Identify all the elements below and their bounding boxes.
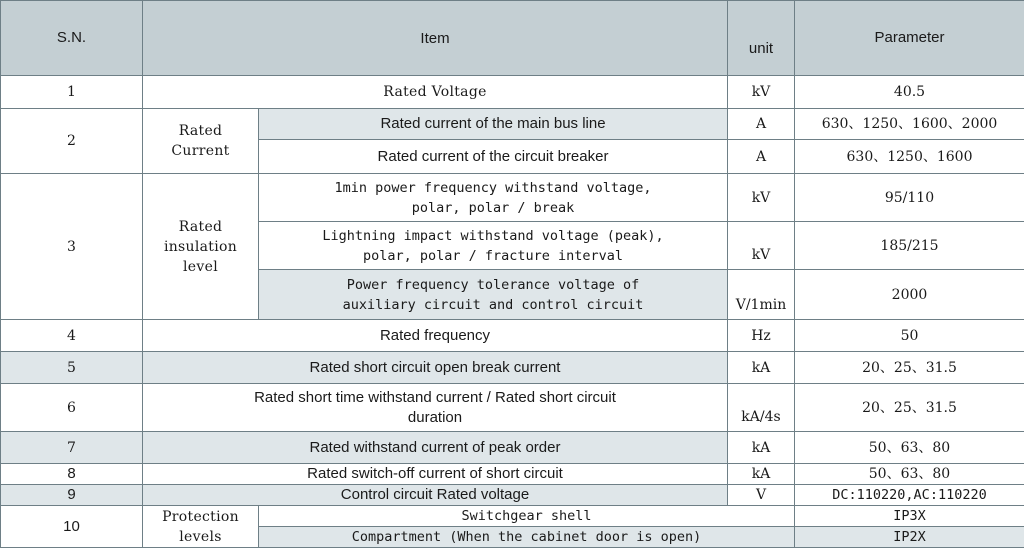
table-row	[1, 464, 1024, 485]
unit-cell: kV	[728, 222, 795, 270]
item-cell: Rated switch-off current of short circuit	[143, 464, 728, 485]
table-row	[1, 174, 1024, 222]
item-cell: Rated Voltage	[143, 76, 728, 109]
sn-cell: 4	[1, 320, 143, 352]
table-row	[1, 352, 1024, 384]
parameter-cell: 2000	[795, 270, 1024, 320]
sn-cell: 10	[1, 506, 143, 548]
parameter-cell: 95/110	[795, 174, 1024, 222]
unit-cell: A	[728, 140, 795, 174]
parameter-cell: 185/215	[795, 222, 1024, 270]
parameter-cell: 40.5	[795, 76, 1024, 109]
item-cell: Rated withstand current of peak order	[143, 432, 728, 464]
header-row	[1, 1, 1024, 76]
unit-cell: Hz	[728, 320, 795, 352]
item-cell: Power frequency tolerance voltage of auxiliary circuit and control circuit	[259, 270, 728, 320]
item-cell: Rated frequency	[143, 320, 728, 352]
parameter-cell: 20、25、31.5	[795, 352, 1024, 384]
unit-cell: kV	[728, 76, 795, 109]
item-cell: Rated current of the circuit breaker	[259, 140, 728, 174]
group-cell: Rated insulation level	[143, 174, 259, 320]
sn-cell: 2	[1, 109, 143, 174]
unit-cell: kA/4s	[728, 384, 795, 432]
item-cell: 1min power frequency withstand voltage, polar, polar / break	[259, 174, 728, 222]
parameter-cell: IP3X	[795, 506, 1024, 527]
group-cell: Rated Current	[143, 109, 259, 174]
unit-cell: kA	[728, 464, 795, 485]
parameter-cell: DC:110220,AC:110220	[795, 485, 1024, 506]
parameter-cell: IP2X	[795, 527, 1024, 548]
item-cell: Rated current of the main bus line	[259, 109, 728, 140]
sn-cell: 8	[1, 464, 143, 485]
item-cell: Switchgear shell	[259, 506, 795, 527]
parameter-cell: 630、1250、1600、2000	[795, 109, 1024, 140]
unit-cell: kA	[728, 352, 795, 384]
table-row	[1, 384, 1024, 432]
sn-cell: 5	[1, 352, 143, 384]
item-cell: Rated short time withstand current / Rated short circuit duration	[143, 384, 728, 432]
unit-cell: V	[728, 485, 795, 506]
table-row	[1, 320, 1024, 352]
table-row	[1, 76, 1024, 109]
table-row	[1, 109, 1024, 140]
parameter-cell: 630、1250、1600	[795, 140, 1024, 174]
header-sn: S.N.	[1, 1, 143, 76]
sn-cell: 1	[1, 76, 143, 109]
parameter-cell: 20、25、31.5	[795, 384, 1024, 432]
unit-cell: kV	[728, 174, 795, 222]
item-cell: Compartment (When the cabinet door is open)	[259, 527, 795, 548]
item-cell: Control circuit Rated voltage	[143, 485, 728, 506]
unit-cell: A	[728, 109, 795, 140]
sn-cell: 9	[1, 485, 143, 506]
unit-cell: V/1min	[728, 270, 795, 320]
parameter-cell: 50、63、80	[795, 432, 1024, 464]
header-unit: unit	[728, 1, 795, 76]
parameter-cell: 50、63、80	[795, 464, 1024, 485]
table-row	[1, 485, 1024, 506]
sn-cell: 7	[1, 432, 143, 464]
unit-cell: kA	[728, 432, 795, 464]
header-parameter: Parameter	[795, 1, 1024, 76]
sn-cell: 6	[1, 384, 143, 432]
item-cell: Rated short circuit open break current	[143, 352, 728, 384]
sn-cell: 3	[1, 174, 143, 320]
item-cell: Lightning impact withstand voltage (peak), polar, polar / fracture interval	[259, 222, 728, 270]
parameter-cell: 50	[795, 320, 1024, 352]
group-cell: Protection levels	[143, 506, 259, 548]
table-row	[1, 432, 1024, 464]
header-item: Item	[143, 1, 728, 76]
table-row	[1, 506, 1024, 527]
